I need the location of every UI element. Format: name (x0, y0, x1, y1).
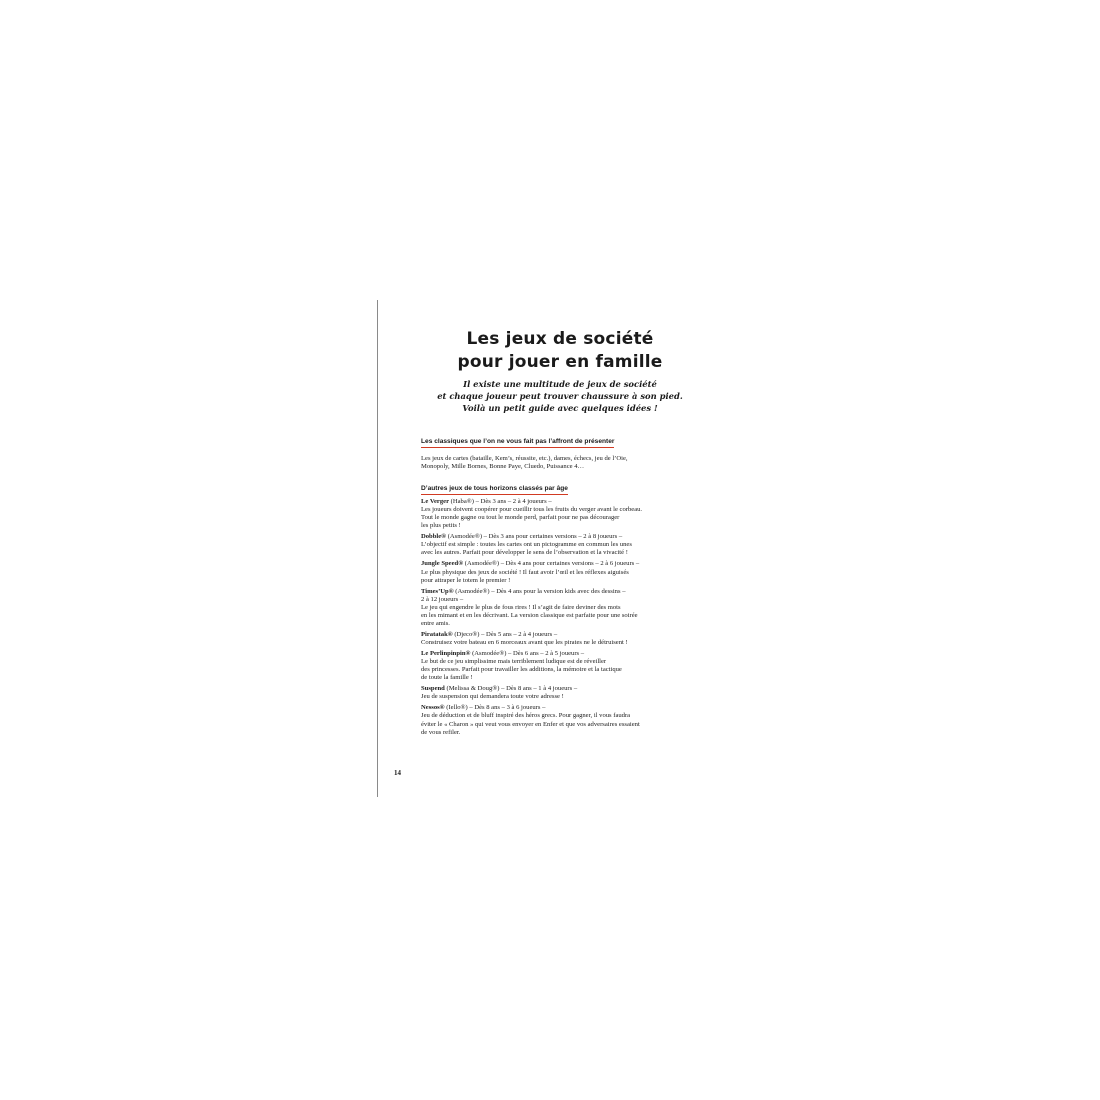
game-description-line: L’objectif est simple : toutes les cartes ont un pictogramme en commun les unes (421, 541, 632, 549)
game-name: Jungle Speed® (421, 560, 464, 568)
game-name: Le Verger (421, 498, 450, 505)
game-description-line: Le but de ce jeu simplissime mais terriblement ludique est de réveiller (421, 658, 607, 666)
game-description-line: de toute la famille ! (421, 674, 473, 682)
game-description-line: Les joueurs doivent coopérer pour cueillir tous les fruits du verger avant le corbeau. (421, 506, 643, 514)
game-description-line: éviter le « Charon » qui veut vous envoyer en Enfer et que vos adversaires essaient (421, 720, 640, 728)
page-number: 14 (394, 769, 401, 777)
game-entry (421, 704, 711, 736)
game-description-line: Jeu de déduction et de bluff inspiré des héros grecs. Pour gagner, il vous faudra (421, 712, 631, 720)
paragraph-line: Monopoly, Mille Bornes, Bonne Paye, Cluedo, Puissance 4… (421, 463, 585, 471)
game-header (421, 533, 711, 541)
title-line: Les jeux de société (466, 329, 654, 349)
game-description-line: Le plus physique des jeux de société ! Il faut avoir l’œil et les réflexes aiguisés (421, 568, 629, 576)
game-entry (421, 533, 711, 557)
game-header (421, 650, 711, 658)
intro-text (400, 378, 720, 414)
game-meta: (Melissa & Doug®) – Dès 8 ans – 1 à 4 joueurs – (444, 685, 578, 693)
game-entry (421, 650, 711, 682)
game-description-line: Tout le monde gagne ou tout le monde perd, parfait pour ne pas décourager (421, 514, 620, 522)
game-name: Dobble® (421, 533, 447, 541)
game-meta: (Asmodée®) – Dès 4 ans pour certaines versions – 2 à 6 joueurs – (463, 560, 640, 568)
game-header (421, 588, 711, 596)
game-header (421, 498, 711, 506)
game-meta: (Asmodée®) – Dès 4 ans pour la version kids avec des dessins – (453, 587, 626, 595)
game-description-line: Jeu de suspension qui demandera toute votre adresse ! (421, 693, 564, 701)
game-entry (421, 498, 711, 530)
game-name: Le Perlinpinpin® (421, 650, 471, 658)
game-name: Times’Up® (421, 587, 454, 595)
game-description-line: en les mimant et en les décrivant. La version classique est parfaite pour une soirée (421, 611, 638, 619)
game-header (421, 631, 711, 639)
game-meta: (Asmodée®) – Dès 6 ans – 2 à 5 joueurs – (470, 650, 585, 658)
game-name: Suspend (421, 685, 445, 693)
games-list (421, 498, 711, 740)
game-header (421, 560, 711, 568)
classics-paragraph (421, 455, 711, 471)
game-description-line: entre amis. (421, 619, 450, 627)
game-meta: (Asmodée®) – Dès 3 ans pour certaines versions – 2 à 8 joueurs – (446, 533, 623, 541)
game-entry (421, 685, 711, 701)
game-description-line: Le jeu qui engendre le plus de fous rires ! Il s’agit de faire deviner des mots (421, 603, 621, 611)
game-entry (421, 631, 711, 647)
game-description-line: les plus petits ! (421, 522, 461, 530)
intro-line: et chaque joueur peut trouver chaussure à son pied. (437, 391, 683, 401)
game-description-line: avec les autres. Parfait pour développer le sens de l’observation et la vivacité ! (421, 549, 628, 557)
page-title (400, 328, 720, 374)
section-heading-classics: Les classiques que l’on ne vous fait pas l’affront de présenter (421, 438, 614, 448)
game-entry (421, 588, 711, 628)
section-heading-others: D’autres jeux de tous horizons classés par âge (421, 485, 568, 495)
game-meta: (Iello®) – Dès 8 ans – 3 à 6 joueurs – (444, 704, 546, 712)
game-description-line: des princesses. Parfait pour travailler les additions, la mémoire et la tactique (421, 666, 622, 674)
game-description-line: de vous refiler. (421, 728, 461, 736)
game-meta: (Haba®) – Dès 3 ans – 2 à 4 joueurs – (449, 498, 552, 505)
intro-line: Voilà un petit guide avec quelques idées ! (462, 403, 658, 413)
game-description-line: 2 à 12 joueurs – (421, 595, 464, 603)
title-line: pour jouer en famille (457, 352, 663, 372)
game-header (421, 685, 711, 693)
game-description-line: Construisez votre bateau en 6 morceaux avant que les pirates ne le détruisent ! (421, 639, 628, 647)
game-header (421, 704, 711, 712)
game-name: Piratatak® (421, 630, 453, 638)
game-description-line: pour attraper le totem le premier ! (421, 576, 511, 584)
paragraph-line: Les jeux de cartes (bataille, Kem’s, réussite, etc.), dames, échecs, jeu de l’Oie, (421, 455, 628, 462)
game-meta: (Djeco®) – Dès 5 ans – 2 à 4 joueurs – (452, 630, 558, 638)
intro-line: Il existe une multitude de jeux de société (463, 379, 657, 389)
margin-rule (377, 300, 378, 797)
game-name: Nessos® (421, 704, 445, 712)
game-entry (421, 560, 711, 584)
